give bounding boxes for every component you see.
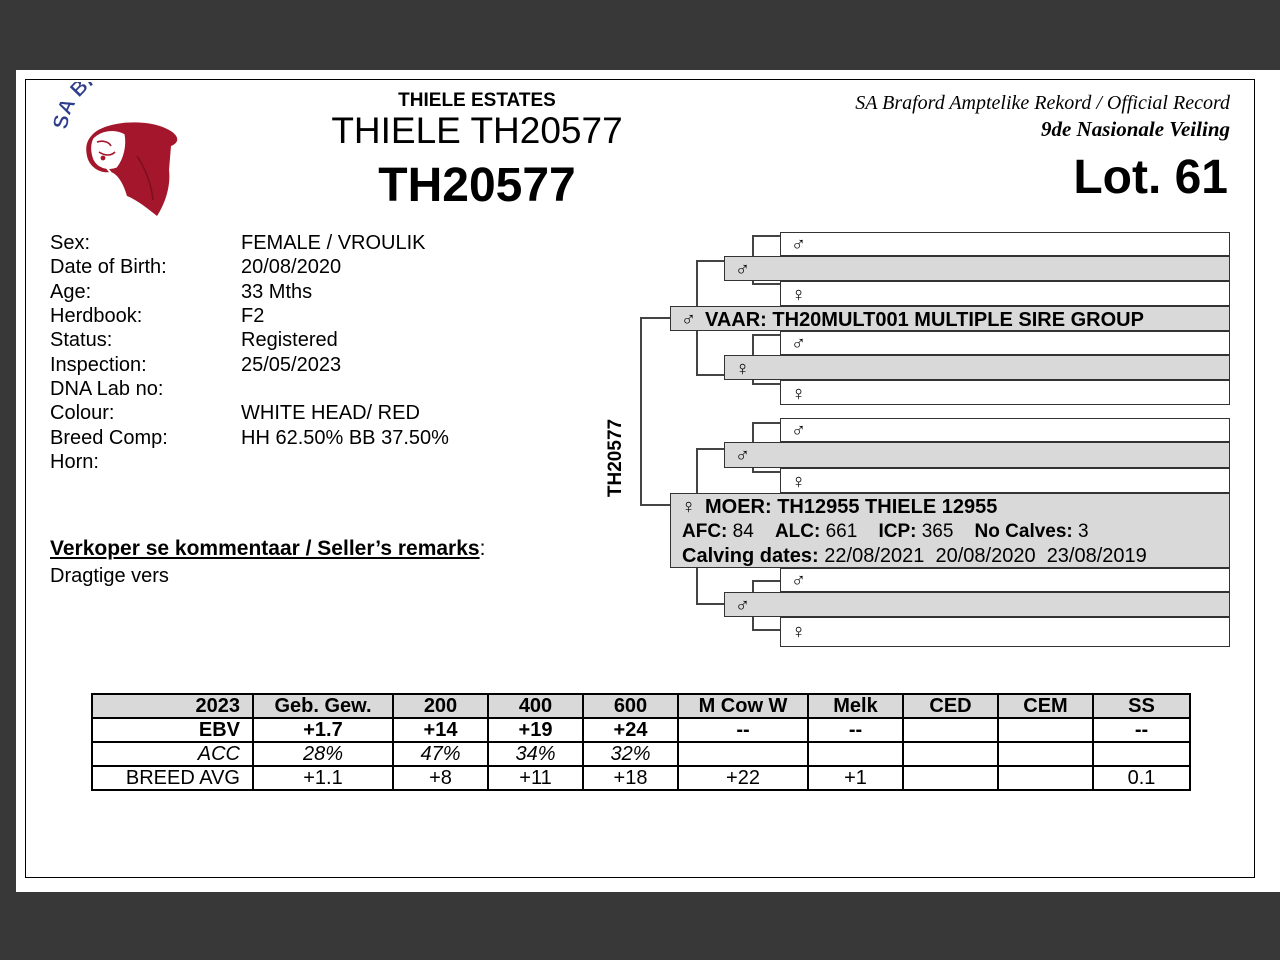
- status-value: Registered: [241, 329, 338, 351]
- alc-label: ALC:: [774, 521, 821, 542]
- table-cell: 34%: [488, 742, 583, 766]
- sire-sire-dam-box: [780, 281, 1230, 306]
- calving-dates-value: 22/08/2021 20/08/2020 23/08/2019: [824, 545, 1147, 567]
- row-label: ACC: [92, 742, 253, 766]
- svg-text:SA BRAFORD: A B: [53, 82, 93, 119]
- pedigree-connector: [752, 629, 780, 631]
- pedigree-connector: [752, 235, 780, 237]
- male-icon: ♂: [735, 445, 750, 467]
- table-cell: [998, 742, 1093, 766]
- pedigree-connector: [752, 383, 780, 385]
- age-value: 33 Mths: [241, 281, 313, 303]
- pedigree-connector: [752, 334, 780, 336]
- horn-label: Horn:: [50, 451, 99, 473]
- table-cell: +18: [583, 766, 678, 790]
- remarks-text: Dragtige vers: [50, 565, 169, 587]
- male-icon: ♂: [791, 333, 806, 355]
- table-cell: [998, 718, 1093, 742]
- dna-lab-label: DNA Lab no:: [50, 378, 164, 400]
- table-cell: [998, 766, 1093, 790]
- pedigree-connector: [752, 422, 780, 424]
- pedigree-connector: [640, 504, 670, 506]
- inspection-value: 25/05/2023: [241, 354, 342, 376]
- herdbook-label: Herdbook:: [50, 305, 143, 327]
- dam-box: [670, 493, 1230, 568]
- calves-value: 3: [1078, 521, 1089, 542]
- pedigree-connector: [752, 283, 780, 285]
- remarks-colon: :: [479, 537, 486, 560]
- table-cell: [903, 766, 998, 790]
- column-header: CED: [903, 694, 998, 718]
- colour-label: Colour:: [50, 402, 115, 424]
- male-icon: ♂: [791, 570, 806, 592]
- pedigree-connector: [752, 580, 780, 582]
- table-row: [92, 742, 1190, 766]
- dob-value: 20/08/2020: [241, 256, 342, 278]
- dob-label: Date of Birth:: [50, 256, 167, 278]
- colour-value: WHITE HEAD/ RED: [241, 402, 420, 424]
- animal-id: TH20577: [378, 159, 576, 212]
- table-cell: 47%: [393, 742, 488, 766]
- table-cell: [678, 742, 808, 766]
- male-icon: ♂: [791, 234, 806, 256]
- table-cell: [903, 718, 998, 742]
- alc-value: 661: [825, 521, 858, 542]
- dam-sire-dam-box: [780, 468, 1230, 493]
- afc-value: 84: [732, 521, 754, 542]
- table-cell: 0.1: [1093, 766, 1190, 790]
- remarks-heading: [50, 537, 485, 561]
- female-icon: ♀: [791, 471, 806, 493]
- calving-dates: [682, 545, 1147, 568]
- sire-dam-box: [724, 355, 1230, 380]
- column-header: 400: [488, 694, 583, 718]
- bull-head-icon: [53, 82, 203, 222]
- pedigree-animal-id: TH20577: [605, 418, 626, 498]
- remarks-title: Verkoper se kommentaar / Seller’s remarks: [50, 537, 480, 560]
- male-icon: ♂: [791, 420, 806, 442]
- icp-value: 365: [921, 521, 954, 542]
- inspection-label: Inspection:: [50, 354, 147, 376]
- dam-dam-sire-box: [780, 568, 1230, 592]
- table-cell: --: [1093, 718, 1190, 742]
- pedigree-connector: [640, 317, 642, 506]
- pedigree-connector: [752, 471, 780, 473]
- lot-number: Lot. 61: [1073, 151, 1228, 204]
- table-cell: [1093, 742, 1190, 766]
- table-cell: +11: [488, 766, 583, 790]
- dam-name: MOER: TH12955 THIELE 12955: [705, 496, 998, 518]
- dam-dam-box: [724, 592, 1230, 617]
- pedigree-connector: [640, 317, 670, 319]
- sex-label: Sex:: [50, 232, 91, 254]
- female-icon: ♀: [791, 621, 806, 643]
- ebv-table: [91, 693, 1191, 791]
- sire-dam-dam-box: [780, 380, 1230, 405]
- sire-dam-sire-box: [780, 331, 1230, 355]
- row-label: BREED AVG: [92, 766, 253, 790]
- icp-label: ICP:: [878, 521, 917, 542]
- table-cell: --: [678, 718, 808, 742]
- table-cell: +1.1: [253, 766, 393, 790]
- breeder-name: THIELE ESTATES: [398, 90, 556, 111]
- animal-name: THIELE TH20577: [331, 110, 623, 151]
- record-sheet: [16, 70, 1280, 892]
- record-title: SA Braford Amptelike Rekord / Official Record: [855, 92, 1230, 114]
- sex-value: FEMALE / VROULIK: [241, 232, 426, 254]
- dam-sire-sire-box: [780, 418, 1230, 442]
- table-cell: +22: [678, 766, 808, 790]
- breed-comp-value: HH 62.50% BB 37.50%: [241, 427, 449, 449]
- female-icon: ♀: [681, 496, 696, 518]
- table-cell: 32%: [583, 742, 678, 766]
- status-label: Status:: [50, 329, 113, 351]
- column-header: Geb. Gew.: [253, 694, 393, 718]
- table-row: [92, 718, 1190, 742]
- sire-name: VAAR: TH20MULT001 MULTIPLE SIRE GROUP: [705, 309, 1144, 331]
- table-cell: [903, 742, 998, 766]
- female-icon: ♀: [791, 284, 806, 306]
- table-cell: +19: [488, 718, 583, 742]
- table-header-row: [92, 694, 1190, 718]
- row-label: EBV: [92, 718, 253, 742]
- pedigree-connector: [696, 603, 724, 605]
- breed-comp-label: Breed Comp:: [50, 427, 168, 449]
- afc-label: AFC:: [682, 521, 728, 542]
- dam-dam-dam-box: [780, 617, 1230, 647]
- sire-sire-sire-box: [780, 232, 1230, 256]
- table-cell: +1.7: [253, 718, 393, 742]
- sire-sire-box: [724, 256, 1230, 281]
- table-cell: 28%: [253, 742, 393, 766]
- female-icon: ♀: [791, 383, 806, 405]
- male-icon: ♂: [681, 309, 696, 331]
- pedigree-connector: [696, 260, 724, 262]
- pedigree-connector: [696, 374, 724, 376]
- sire-box: [670, 306, 1230, 331]
- column-header: Melk: [808, 694, 903, 718]
- column-header: 2023: [92, 694, 253, 718]
- table-row: [92, 766, 1190, 790]
- table-cell: --: [808, 718, 903, 742]
- calving-label: Calving dates:: [682, 545, 819, 567]
- calves-label: No Calves:: [974, 521, 1073, 542]
- dam-sire-box: [724, 442, 1230, 468]
- column-header: CEM: [998, 694, 1093, 718]
- table-cell: +1: [808, 766, 903, 790]
- table-cell: [808, 742, 903, 766]
- dam-stats: [682, 521, 1089, 543]
- column-header: M Cow W: [678, 694, 808, 718]
- table-cell: +24: [583, 718, 678, 742]
- auction-name: 9de Nasionale Veiling: [1040, 117, 1230, 141]
- male-icon: ♂: [735, 595, 750, 617]
- pedigree-connector: [696, 448, 724, 450]
- table-cell: +14: [393, 718, 488, 742]
- herdbook-value: F2: [241, 305, 265, 327]
- table-cell: +8: [393, 766, 488, 790]
- column-header: 200: [393, 694, 488, 718]
- age-label: Age:: [50, 281, 92, 303]
- male-icon: ♂: [735, 259, 750, 281]
- female-icon: ♀: [735, 358, 750, 380]
- column-header: SS: [1093, 694, 1190, 718]
- column-header: 600: [583, 694, 678, 718]
- sa-braford-logo: [53, 82, 203, 222]
